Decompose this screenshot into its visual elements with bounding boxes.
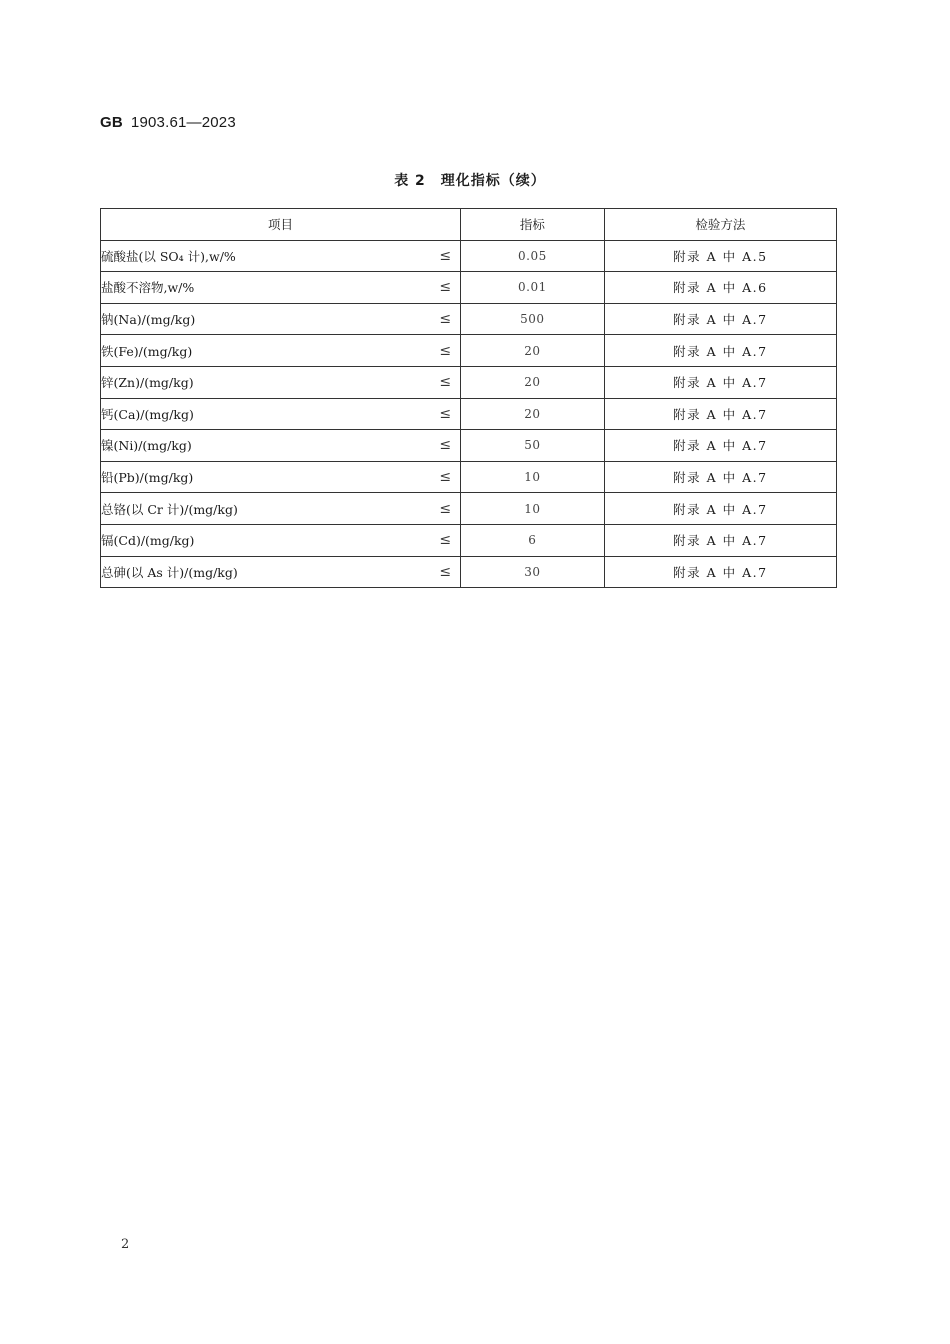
test-method: 附录 A 中 A.7 (604, 398, 836, 430)
standard-number: 1903.61—2023 (130, 114, 236, 131)
indicator-value: 20 (461, 335, 605, 367)
test-method: 附录 A 中 A.7 (604, 303, 836, 335)
item-label: 铁(Fe)/(mg/kg) (101, 343, 193, 359)
header-item: 项目 (101, 209, 461, 241)
test-method: 附录 A 中 A.6 (604, 272, 836, 304)
test-method: 附录 A 中 A.7 (604, 366, 836, 398)
item-cell (101, 398, 461, 430)
table-row (101, 366, 837, 398)
table-row (101, 461, 837, 493)
less-equal-symbol: ≤ (439, 374, 452, 391)
table-row (101, 335, 837, 367)
page-number: 2 (121, 1237, 130, 1252)
item-cell (101, 240, 461, 272)
item-cell (101, 366, 461, 398)
item-label: 锌(Zn)/(mg/kg) (101, 375, 194, 391)
item-label: 铅(Pb)/(mg/kg) (101, 470, 194, 486)
test-method: 附录 A 中 A.7 (604, 556, 836, 588)
less-equal-symbol: ≤ (439, 279, 452, 296)
item-cell (101, 493, 461, 525)
test-method: 附录 A 中 A.7 (604, 524, 836, 556)
indicator-value: 10 (461, 493, 605, 525)
less-equal-symbol: ≤ (439, 563, 452, 580)
item-cell (101, 335, 461, 367)
item-cell (101, 430, 461, 462)
table-row (101, 272, 837, 304)
document-code (100, 114, 236, 131)
item-cell (101, 461, 461, 493)
physicochemical-table (100, 208, 837, 588)
table-header-row (101, 209, 837, 241)
indicator-value: 20 (461, 366, 605, 398)
test-method: 附录 A 中 A.7 (604, 461, 836, 493)
indicator-value: 50 (461, 430, 605, 462)
test-method: 附录 A 中 A.7 (604, 493, 836, 525)
test-method: 附录 A 中 A.7 (604, 335, 836, 367)
item-cell (101, 303, 461, 335)
item-label: 硫酸盐(以 SO₄ 计),w/% (101, 248, 236, 264)
indicator-value: 0.05 (461, 240, 605, 272)
less-equal-symbol: ≤ (439, 342, 452, 359)
less-equal-symbol: ≤ (439, 437, 452, 454)
table-row (101, 493, 837, 525)
header-test-method: 检验方法 (604, 209, 836, 241)
indicator-value: 6 (461, 524, 605, 556)
table-row (101, 524, 837, 556)
less-equal-symbol: ≤ (439, 405, 452, 422)
indicator-value: 30 (461, 556, 605, 588)
item-label: 总铬(以 Cr 计)/(mg/kg) (101, 501, 238, 517)
less-equal-symbol: ≤ (439, 311, 452, 328)
item-label: 镍(Ni)/(mg/kg) (101, 438, 192, 454)
table-row (101, 303, 837, 335)
item-label: 钙(Ca)/(mg/kg) (101, 406, 194, 422)
test-method: 附录 A 中 A.7 (604, 430, 836, 462)
item-label: 钠(Na)/(mg/kg) (101, 312, 196, 328)
item-cell (101, 556, 461, 588)
table-row (101, 430, 837, 462)
item-label: 总砷(以 As 计)/(mg/kg) (101, 564, 238, 580)
indicator-value: 10 (461, 461, 605, 493)
table-row (101, 240, 837, 272)
standard-prefix: GB (100, 114, 123, 131)
less-equal-symbol: ≤ (439, 247, 452, 264)
table-caption: 表 2 理化指标（续） (394, 173, 546, 189)
table-body (101, 240, 837, 588)
header-indicator: 指标 (461, 209, 605, 241)
indicator-value: 500 (461, 303, 605, 335)
less-equal-symbol: ≤ (439, 500, 452, 517)
indicator-value: 0.01 (461, 272, 605, 304)
table-row (101, 556, 837, 588)
test-method: 附录 A 中 A.5 (604, 240, 836, 272)
table-row (101, 398, 837, 430)
item-cell (101, 272, 461, 304)
item-label: 镉(Cd)/(mg/kg) (101, 533, 195, 549)
item-label: 盐酸不溶物,w/% (101, 280, 195, 296)
indicator-value: 20 (461, 398, 605, 430)
item-cell (101, 524, 461, 556)
less-equal-symbol: ≤ (439, 532, 452, 549)
less-equal-symbol: ≤ (439, 469, 452, 486)
